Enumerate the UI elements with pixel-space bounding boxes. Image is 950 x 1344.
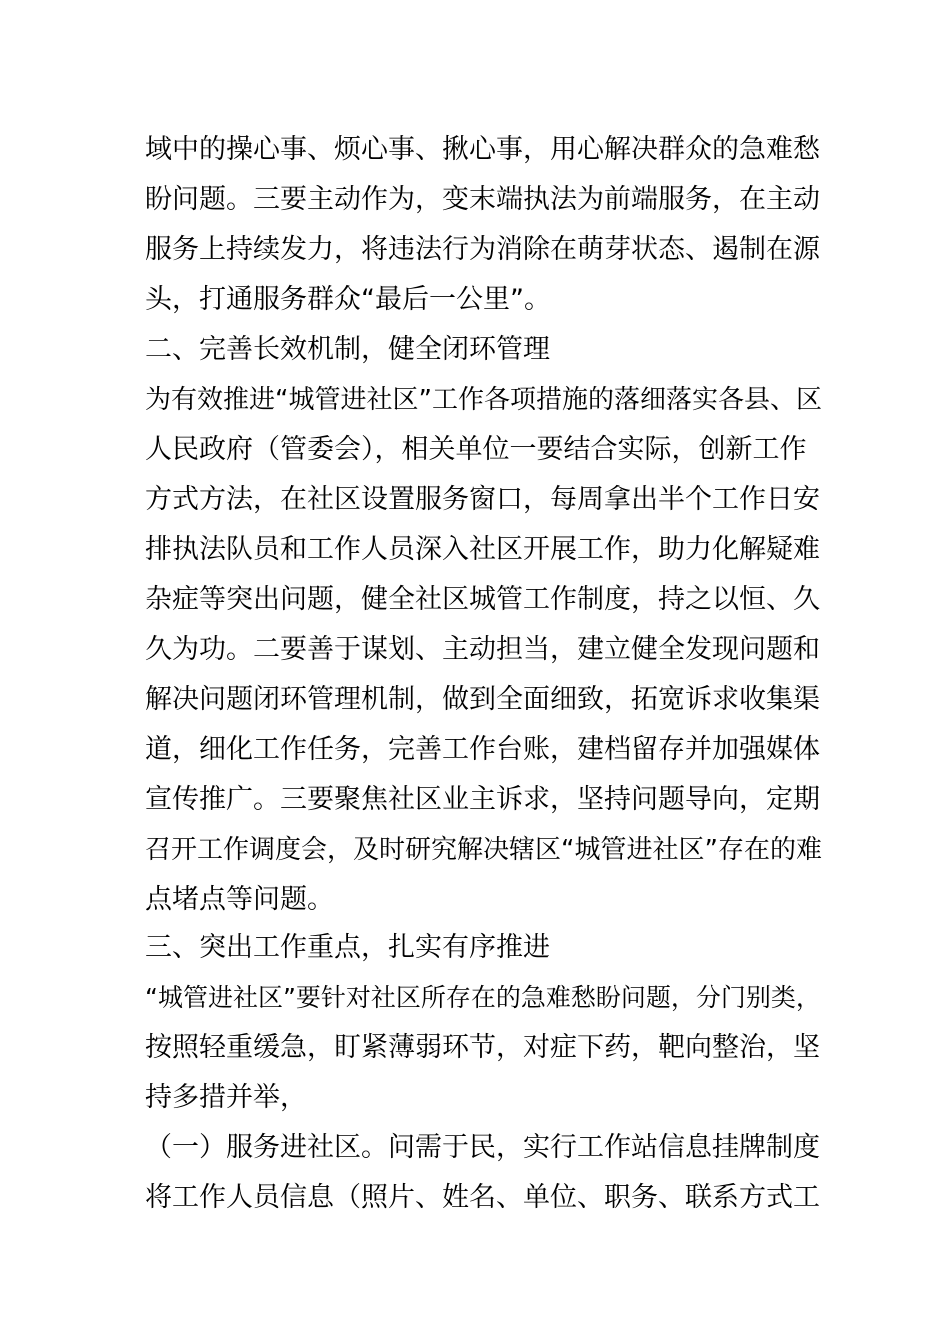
body-text-line: 人民政府（管委会），相关单位一要结合实际，创新工作 — [145, 434, 807, 465]
body-text-line: 方式方法，在社区设置服务窗口，每周拿出半个工作日安 — [145, 484, 820, 515]
body-text-line: 为有效推进“城管进社区”工作各项措施的落细落实各县、区 — [145, 385, 822, 415]
section-heading: 三、突出工作重点，扎实有序推进 — [145, 932, 550, 963]
body-text-line: 排执法队员和工作人员深入社区开展工作，助力化解疑难 — [145, 534, 820, 565]
body-text-line: 盼问题。三要主动作为，变末端执法为前端服务，在主动 — [145, 184, 820, 215]
body-text-line: 召开工作调度会，及时研究解决辖区“城管进社区”存在的难 — [145, 835, 822, 865]
section-heading: 二、完善长效机制，健全闭环管理 — [145, 334, 550, 365]
body-text-line: 解决问题闭环管理机制，做到全面细致，拓宽诉求收集渠 — [145, 684, 820, 715]
body-text-line: 将工作人员信息（照片、姓名、单位、职务、联系方式工 — [145, 1182, 820, 1213]
body-text-line: 头，打通服务群众“最后一公里”。 — [145, 284, 551, 315]
body-text-line: 点堵点等问题。 — [145, 884, 334, 915]
body-text-line: 道，细化工作任务，完善工作台账，建档留存并加强媒体 — [145, 734, 820, 765]
body-text-line: 久为功。二要善于谋划、主动担当，建立健全发现问题和 — [145, 634, 820, 665]
body-text-line: 杂症等突出问题，健全社区城管工作制度，持之以恒、久 — [145, 584, 820, 615]
subsection-heading: （一）服务进社区。问需于民，实行工作站信息挂牌制度 — [145, 1132, 820, 1163]
body-text-line: 宣传推广。三要聚焦社区业主诉求，坚持问题导向，定期 — [145, 784, 820, 815]
body-text-line: 持多措并举， — [145, 1082, 307, 1113]
body-text-line: “城管进社区”要针对社区所存在的急难愁盼问题，分门别类， — [145, 983, 821, 1012]
body-text-line: 服务上持续发力，将违法行为消除在萌芽状态、遏制在源 — [145, 234, 820, 265]
body-text-line: 域中的操心事、烦心事、揪心事，用心解决群众的急难愁 — [145, 134, 820, 165]
body-text-line: 按照轻重缓急，盯紧薄弱环节，对症下药，靶向整治，坚 — [145, 1032, 820, 1063]
